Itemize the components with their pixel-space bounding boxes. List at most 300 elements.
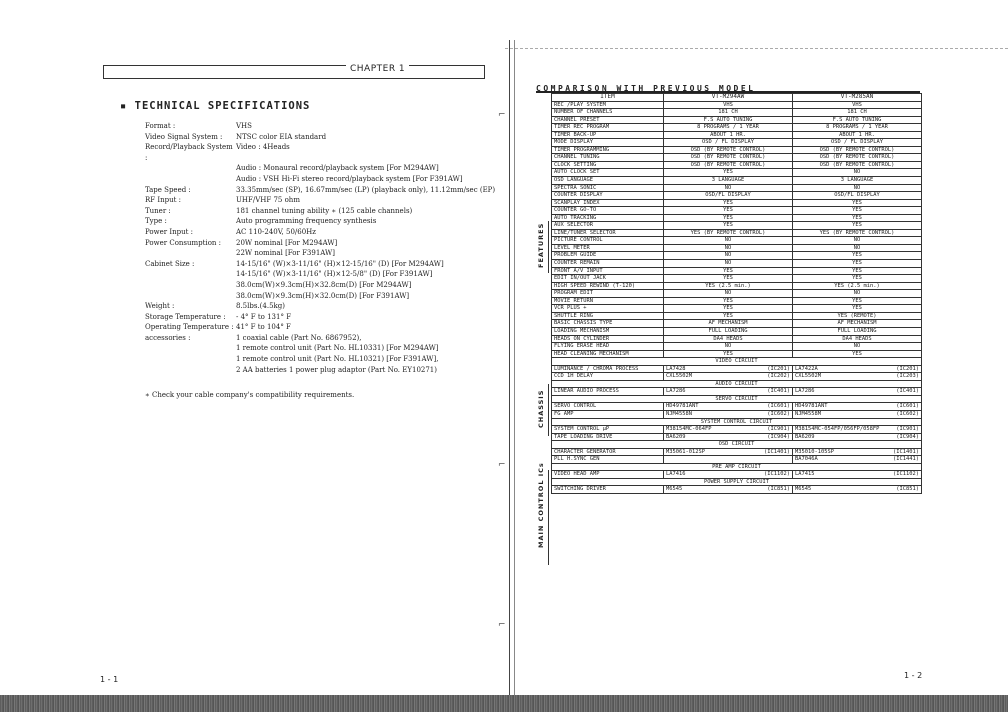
row-value-m285an: YES (2.5 min.)	[793, 282, 922, 290]
row-item: COUNTER DISPLAY	[552, 192, 664, 200]
comparison-title: COMPARISON WITH PREVIOUS MODEL	[536, 84, 756, 93]
row-value-m294aw: F.S AUTO TUNING	[664, 116, 793, 124]
row-value-m294aw: OSD/FL DISPLAY	[664, 192, 793, 200]
spec-row	[145, 195, 505, 206]
row-value-m294aw: OSD (BY REMOTE CONTROL)	[664, 154, 793, 162]
row-value-m285an: YES	[793, 199, 922, 207]
ic-row	[552, 426, 922, 434]
row-item: SPECTRA SONIC	[552, 184, 664, 192]
ic-reference: (IC901)	[767, 426, 790, 433]
spec-label	[145, 343, 236, 354]
scan-mark: ⌐	[498, 620, 506, 630]
ic-row	[552, 486, 922, 494]
spec-row	[145, 269, 505, 280]
row-value-m285an: OSD/FL DISPLAY	[793, 192, 922, 200]
spec-label: Format :	[145, 122, 176, 130]
spec-row	[145, 280, 505, 291]
ic-reference: (IC203)	[896, 373, 919, 380]
spec-value: VHS	[236, 122, 252, 130]
row-value-m294aw: FULL LOADING	[664, 327, 793, 335]
row-value-m294aw: YES	[664, 199, 793, 207]
table-row	[552, 131, 922, 139]
row-value-m285an: OSD (BY REMOTE CONTROL)	[793, 146, 922, 154]
ic-row	[552, 373, 922, 381]
spec-row	[145, 238, 505, 249]
ic-part	[793, 471, 922, 479]
ic-part	[793, 456, 922, 464]
ic-part	[664, 448, 793, 456]
spec-value: 1 coaxial cable (Part No. 6867952),	[236, 333, 362, 342]
row-value-m285an: 8 PROGRAMS / 1 YEAR	[793, 124, 922, 132]
row-value-m294aw: YES	[664, 305, 793, 313]
ic-function: VIDEO HEAD AMP	[552, 471, 664, 479]
spec-label: Operating Temperature :	[145, 323, 234, 332]
spec-label: Storage Temperature :	[145, 312, 226, 321]
chassis-bracket	[548, 384, 552, 436]
row-value-m285an: YES (REMOTE)	[793, 312, 922, 320]
table-row	[552, 116, 922, 124]
spec-label: Video Signal System :	[145, 132, 223, 141]
row-value-m285an: NO	[793, 290, 922, 298]
row-value-m285an: YES	[793, 297, 922, 305]
row-item: LOADING MECHANISM	[552, 327, 664, 335]
ic-reference: (IC1102)	[893, 471, 919, 478]
table-header-row	[552, 94, 922, 102]
row-value-m285an: YES (BY REMOTE CONTROL)	[793, 229, 922, 237]
table-row	[552, 260, 922, 268]
row-value-m294aw: YES	[664, 169, 793, 177]
row-item: HEAD CLEANING MECHANISM	[552, 350, 664, 358]
row-item: TIMER PROGRAMMING	[552, 146, 664, 154]
table-row	[552, 161, 922, 169]
ic-part-number: NJM4558N	[666, 410, 692, 417]
ic-part	[793, 486, 922, 494]
page-number-right: 1 - 2	[904, 671, 923, 680]
row-item: AUTO CLOCK SET	[552, 169, 664, 177]
table-row	[552, 252, 922, 260]
row-value-m294aw: YES	[664, 297, 793, 305]
comparison-table	[551, 93, 922, 494]
spec-row	[145, 301, 505, 312]
spec-value: 14-15/16" (W)×3-11/16" (H)×12-15/16" (D) [For M294AW]	[236, 259, 444, 268]
ic-part	[793, 448, 922, 456]
ic-part	[664, 373, 793, 381]
ic-part	[664, 410, 793, 418]
table-row	[552, 184, 922, 192]
ic-part-number: CXL5502M	[795, 373, 821, 380]
row-item: SCANPLAY INDEX	[552, 199, 664, 207]
ic-part	[793, 373, 922, 381]
ic-part	[664, 426, 793, 434]
row-value-m285an: YES	[793, 222, 922, 230]
ic-part-number: LA7428	[666, 365, 686, 372]
row-value-m294aw: YES	[664, 275, 793, 283]
row-item: PICTURE CONTROL	[552, 237, 664, 245]
circuit-heading: SERVO CIRCUIT	[552, 395, 922, 403]
ic-part-number: LA7415	[795, 471, 815, 478]
ic-part	[664, 433, 793, 441]
row-value-m294aw: YES	[664, 312, 793, 320]
chapter-banner	[103, 65, 485, 79]
ic-reference: (IC201)	[767, 365, 790, 372]
row-value-m285an: NO	[793, 169, 922, 177]
spec-row	[145, 227, 505, 238]
spec-value: 38.0cm(W)×9.3cm(H)×32.8cm(D) [For M294AW]	[236, 280, 412, 289]
row-value-m285an: 181 CH	[793, 109, 922, 117]
ic-reference: (IC202)	[767, 373, 790, 380]
ic-row	[552, 456, 922, 464]
main-control-bracket	[548, 470, 552, 565]
spec-row	[145, 322, 505, 333]
table-row	[552, 290, 922, 298]
column-header: VT-M285AN	[793, 94, 922, 102]
ic-function: PLL H.SYNC GEN	[552, 456, 664, 464]
ic-part	[793, 433, 922, 441]
spec-value: 33.35mm/sec (SP), 16.67mm/sec (LP) (playback only), 11.12mm/sec (EP)	[236, 185, 496, 194]
spec-row	[145, 291, 505, 302]
spec-label: Tuner :	[145, 206, 171, 215]
circuit-section-heading	[552, 395, 922, 403]
spec-value: AC 110-240V, 50/60Hz	[236, 227, 316, 236]
row-value-m285an: 3 LANGUAGE	[793, 177, 922, 185]
spec-value: 20W nominal [For M294AW]	[236, 238, 338, 247]
row-value-m285an: YES	[793, 275, 922, 283]
spec-row	[145, 259, 505, 270]
group-label-main-control: MAIN CONTROL ICs	[537, 462, 545, 548]
circuit-section-heading	[552, 358, 922, 366]
ic-part	[793, 410, 922, 418]
row-value-m285an: YES	[793, 252, 922, 260]
spec-label: Type :	[145, 217, 167, 226]
ic-part	[664, 471, 793, 479]
row-value-m285an: YES	[793, 350, 922, 358]
row-value-m294aw: YES	[664, 222, 793, 230]
group-label-features: FEATURES	[537, 222, 545, 268]
spec-label	[145, 291, 236, 302]
spec-value: 41° F to 104° F	[236, 323, 291, 332]
spec-value: 1 remote control unit (Part No. HL10321) [For F391AW],	[236, 355, 439, 364]
spec-row	[145, 132, 505, 143]
row-value-m294aw: 8 PROGRAMS / 1 YEAR	[664, 124, 793, 132]
row-value-m285an: YES	[793, 207, 922, 215]
table-row	[552, 124, 922, 132]
table-row	[552, 154, 922, 162]
row-value-m285an: OSD (BY REMOTE CONTROL)	[793, 161, 922, 169]
spec-value: 181 channel tuning ability ∗ (125 cable channels)	[236, 206, 413, 215]
spec-row	[145, 206, 505, 217]
ic-reference: (IC851)	[896, 486, 919, 493]
spec-value: Auto programming frequency synthesis	[236, 217, 377, 226]
table-row	[552, 282, 922, 290]
spec-label: accessories :	[145, 333, 191, 342]
table-row	[552, 199, 922, 207]
row-value-m285an: NO	[793, 244, 922, 252]
circuit-section-heading	[552, 380, 922, 388]
ic-reference: (IC201)	[896, 365, 919, 372]
row-value-m294aw: OSD (BY REMOTE CONTROL)	[664, 161, 793, 169]
ic-function: SYSTEM CONTROL μP	[552, 426, 664, 434]
spec-row	[145, 163, 505, 174]
spec-row	[145, 312, 505, 323]
ic-part	[793, 426, 922, 434]
circuit-heading: AUDIO CIRCUIT	[552, 380, 922, 388]
row-value-m294aw: YES	[664, 214, 793, 222]
spec-row	[145, 365, 505, 376]
spec-row	[145, 174, 505, 185]
circuit-heading: OSD CIRCUIT	[552, 441, 922, 449]
ic-part-number: BA7046A	[795, 456, 818, 463]
ic-reference: (IC601)	[896, 403, 919, 410]
spec-label: Power Input :	[145, 227, 194, 236]
spec-label	[145, 280, 236, 291]
ic-row	[552, 410, 922, 418]
row-item: MODE DISPLAY	[552, 139, 664, 147]
ic-row	[552, 365, 922, 373]
table-row	[552, 169, 922, 177]
spec-value: - 4° F to 131° F	[236, 312, 292, 321]
specifications-list	[145, 121, 505, 375]
row-item: FRONT A/V INPUT	[552, 267, 664, 275]
ic-part	[664, 365, 793, 373]
ic-part	[793, 403, 922, 411]
scan-mark: ⌐	[498, 110, 506, 120]
row-value-m285an: NO	[793, 343, 922, 351]
row-value-m285an: YES	[793, 214, 922, 222]
circuit-section-heading	[552, 463, 922, 471]
circuit-section-heading	[552, 418, 922, 426]
spec-value: Video : 4Heads	[236, 143, 290, 152]
spec-label: Tape Speed :	[145, 185, 191, 194]
ic-function: CCD 1H DELAY	[552, 373, 664, 381]
row-value-m285an: VHS	[793, 101, 922, 109]
row-value-m294aw: ABOUT 1 HR.	[664, 131, 793, 139]
ic-row	[552, 471, 922, 479]
table-row	[552, 267, 922, 275]
row-item: HIGH SPEED REWIND (T-120)	[552, 282, 664, 290]
ic-part-number: BA6209	[666, 433, 686, 440]
row-value-m294aw: YES	[664, 267, 793, 275]
row-item: CLOCK SETTING	[552, 161, 664, 169]
row-value-m285an: F.S AUTO TUNING	[793, 116, 922, 124]
features-bracket	[548, 221, 552, 273]
row-item: CHANNEL PRESET	[552, 116, 664, 124]
row-value-m285an: DA4 HEADS	[793, 335, 922, 343]
row-value-m285an: ABOUT 1 HR.	[793, 131, 922, 139]
ic-function: LINEAR AUDIO PROCESS	[552, 388, 664, 396]
row-value-m294aw: AF MECHANISM	[664, 320, 793, 328]
spec-value: 22W nominal [For F391AW]	[236, 249, 335, 258]
spec-value: UHF/VHF 75 ohm	[236, 196, 300, 205]
row-value-m285an: NO	[793, 184, 922, 192]
ic-part-number: LA7286	[666, 388, 686, 395]
row-item: MOVIE RETURN	[552, 297, 664, 305]
ic-part-number: M38154MC-064FP	[666, 426, 712, 433]
row-item: CHANNEL TUNING	[552, 154, 664, 162]
table-row	[552, 192, 922, 200]
row-item: SHUTTLE RING	[552, 312, 664, 320]
row-value-m294aw: NO	[664, 237, 793, 245]
table-row	[552, 305, 922, 313]
row-item: NUMBER OF CHANNELS	[552, 109, 664, 117]
row-value-m285an: OSD / FL DISPLAY	[793, 139, 922, 147]
spec-row	[145, 185, 505, 196]
row-value-m285an: FULL LOADING	[793, 327, 922, 335]
ic-function: CHARACTER GENERATOR	[552, 448, 664, 456]
spec-row	[145, 121, 505, 132]
row-item: AUTO TRACKING	[552, 214, 664, 222]
ic-part-number: BA6209	[795, 433, 815, 440]
row-value-m285an: NO	[793, 237, 922, 245]
table-row	[552, 244, 922, 252]
row-item: LINE/TUNER SELECTOR	[552, 229, 664, 237]
ic-part	[664, 456, 793, 464]
ic-function: LUMINANCE / CHROMA PROCESS	[552, 365, 664, 373]
ic-reference: (IC601)	[767, 403, 790, 410]
ic-row	[552, 403, 922, 411]
group-label-chassis: CHASSIS	[537, 389, 545, 428]
ic-part	[793, 388, 922, 396]
spec-row	[145, 142, 505, 163]
circuit-section-heading	[552, 441, 922, 449]
ic-part-number: M35010-105SP	[795, 448, 834, 455]
row-item: HEADS ON CYLINDER	[552, 335, 664, 343]
row-value-m285an: OSD (BY REMOTE CONTROL)	[793, 154, 922, 162]
spec-row	[145, 333, 505, 344]
ic-row	[552, 388, 922, 396]
ic-function: TAPE LOADING DRIVE	[552, 433, 664, 441]
circuit-heading: PRE AMP CIRCUIT	[552, 463, 922, 471]
ic-reference: (IC851)	[767, 486, 790, 493]
scan-edge-noise	[0, 695, 1008, 712]
spec-label: RF Input :	[145, 196, 182, 205]
row-item: EDIT IN/OUT JACK	[552, 275, 664, 283]
table-row	[552, 229, 922, 237]
spec-value: 8.5lbs.(4.5kg)	[236, 302, 285, 311]
ic-row	[552, 433, 922, 441]
spec-value: Audio : VSH Hi-Fi stereo record/playback system [For F391AW]	[236, 174, 463, 183]
ic-reference: (IC904)	[767, 433, 790, 440]
spec-label	[145, 248, 236, 259]
ic-part-number: LA7422A	[795, 365, 818, 372]
spec-value: 14-15/16" (W)×3-11/16" (H)×12-5/8" (D) [For F391AW]	[236, 270, 433, 279]
table-row	[552, 320, 922, 328]
row-value-m294aw: NO	[664, 184, 793, 192]
row-value-m285an: YES	[793, 260, 922, 268]
row-value-m294aw: NO	[664, 260, 793, 268]
ic-reference: (IC602)	[896, 410, 919, 417]
scan-mark: ⌐	[498, 460, 506, 470]
ic-part-number: NJM4558M	[795, 410, 821, 417]
spec-value: 38.0cm(W)×9.3cm(H)×32.0cm(D) [For F391AW]	[236, 291, 410, 300]
ic-part-number: CXL5502M	[666, 373, 692, 380]
row-value-m294aw: 181 CH	[664, 109, 793, 117]
column-header: VT-M294AW	[664, 94, 793, 102]
row-item: PROGRAM EDIT	[552, 290, 664, 298]
table-row	[552, 297, 922, 305]
section-title: ▪ TECHNICAL SPECIFICATIONS	[120, 100, 311, 112]
table-row	[552, 222, 922, 230]
row-value-m294aw: YES (2.5 min.)	[664, 282, 793, 290]
row-value-m294aw: YES	[664, 207, 793, 215]
spec-value: 1 remote control unit (Part No. HL10331) [For M294AW]	[236, 344, 439, 353]
ic-part-number: M38154MC-054FP/056FP/058FP	[795, 426, 880, 433]
spec-label	[145, 174, 236, 185]
row-value-m285an: YES	[793, 305, 922, 313]
chapter-label: CHAPTER 1	[346, 64, 409, 74]
row-item: COUNTER REMAIN	[552, 260, 664, 268]
spec-label	[145, 354, 236, 365]
spec-row	[145, 248, 505, 259]
table-row	[552, 146, 922, 154]
circuit-section-heading	[552, 478, 922, 486]
table-row	[552, 335, 922, 343]
table-row	[552, 312, 922, 320]
column-header: ITEM	[552, 94, 664, 102]
table-row	[552, 237, 922, 245]
row-value-m294aw: VHS	[664, 101, 793, 109]
circuit-heading: VIDEO CIRCUIT	[552, 358, 922, 366]
table-row	[552, 109, 922, 117]
row-item: LEVEL METER	[552, 244, 664, 252]
ic-reference: (IC1401)	[764, 448, 790, 455]
spec-label: Record/Playback System :	[145, 143, 233, 162]
table-row	[552, 139, 922, 147]
spec-value: Audio : Monaural record/playback system [For M294AW]	[236, 164, 439, 173]
ic-part-number: HD49781ANT	[666, 403, 699, 410]
ic-part	[664, 403, 793, 411]
spec-row	[145, 216, 505, 227]
ic-part-number: HD49781ANT	[795, 403, 828, 410]
spec-value: NTSC color EIA standard	[236, 132, 327, 141]
ic-part	[664, 486, 793, 494]
spec-label	[145, 269, 236, 280]
ic-reference: (IC1102)	[764, 471, 790, 478]
circuit-heading: POWER SUPPLY CIRCUIT	[552, 478, 922, 486]
spec-label	[145, 163, 236, 174]
row-value-m294aw: NO	[664, 252, 793, 260]
table-row	[552, 214, 922, 222]
row-value-m294aw: 3 LANGUAGE	[664, 177, 793, 185]
ic-reference: (IC1441)	[893, 456, 919, 463]
table-row	[552, 207, 922, 215]
ic-reference: (IC401)	[896, 388, 919, 395]
spec-label	[145, 365, 236, 376]
row-value-m294aw: OSD / FL DISPLAY	[664, 139, 793, 147]
ic-reference: (IC602)	[767, 410, 790, 417]
row-item: PROBLEM GUIDE	[552, 252, 664, 260]
table-row	[552, 350, 922, 358]
row-item: REC /PLAY SYSTEM	[552, 101, 664, 109]
row-item: TIMER REC PROGRAM	[552, 124, 664, 132]
spec-value: 2 AA batteries 1 power plug adaptor (Part No. EY10271)	[236, 365, 437, 374]
cable-note: ∗ Check your cable company's compatibility requirements.	[145, 391, 355, 399]
ic-part-number: LA7416	[666, 471, 686, 478]
row-item: OSD LANGUAGE	[552, 177, 664, 185]
ic-part-number: M6545	[666, 486, 683, 493]
row-value-m294aw: NO	[664, 244, 793, 252]
ic-part	[664, 388, 793, 396]
page-number-left: 1 - 1	[100, 675, 119, 684]
row-item: VCR PLUS +	[552, 305, 664, 313]
row-value-m285an: YES	[793, 267, 922, 275]
ic-row	[552, 448, 922, 456]
circuit-heading: SYSTEM CONTROL CIRCUIT	[552, 418, 922, 426]
ic-part-number: LA7286	[795, 388, 815, 395]
spec-row	[145, 343, 505, 354]
ic-part	[793, 365, 922, 373]
row-item: FLYING ERASE HEAD	[552, 343, 664, 351]
ic-function: SERVO CONTROL	[552, 403, 664, 411]
